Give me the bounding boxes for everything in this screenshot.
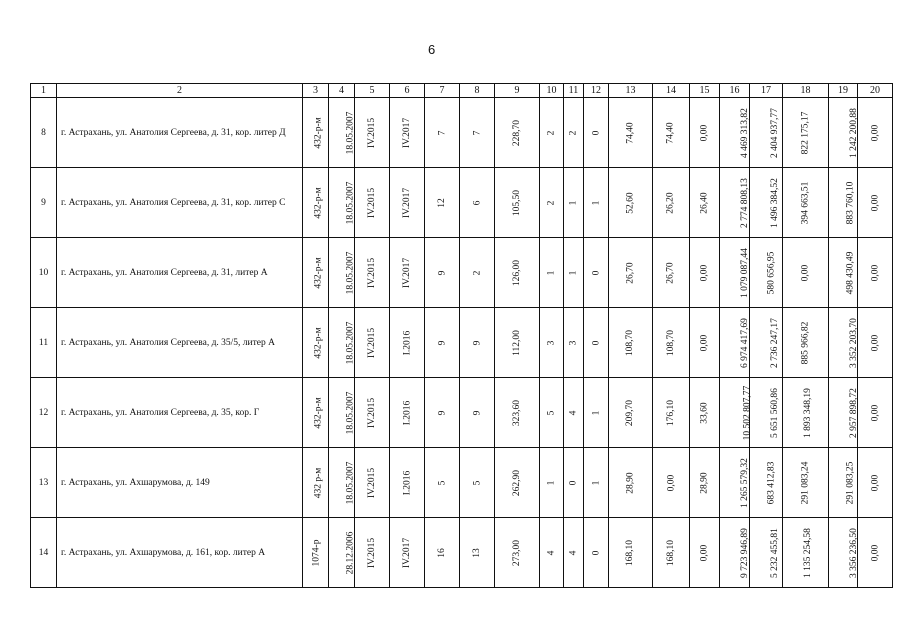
cell-value: 2 — [546, 130, 557, 135]
cell-value: 10 502 807,77 — [742, 385, 753, 440]
column-number-15: 15 — [690, 84, 720, 98]
cell-col-18 — [783, 378, 829, 448]
cell-col-17 — [750, 378, 783, 448]
cell-value: 33,60 — [699, 401, 710, 424]
cell-value: 1 496 384,52 — [769, 177, 780, 228]
cell-col-9 — [495, 448, 540, 518]
cell-value: 0 — [591, 340, 601, 345]
cell-col-8 — [460, 518, 495, 588]
cell-col-18 — [783, 238, 829, 308]
table-row — [31, 448, 893, 518]
cell-col-20 — [858, 308, 893, 378]
cell-col-1: 9 — [31, 168, 57, 238]
cell-value: 4 469 313,82 — [739, 107, 750, 158]
cell-col-18 — [783, 308, 829, 378]
cell-col-15 — [690, 168, 720, 238]
column-number-3: 3 — [303, 84, 329, 98]
cell-col-19 — [829, 518, 858, 588]
cell-value: 1 — [546, 480, 557, 485]
cell-value: 4 — [568, 410, 579, 415]
cell-col-4 — [329, 168, 355, 238]
cell-value: 26,40 — [699, 191, 710, 214]
cell-value: 1 — [568, 200, 579, 205]
cell-col-14 — [653, 308, 690, 378]
cell-col-20 — [858, 378, 893, 448]
cell-col-18 — [783, 98, 829, 168]
cell-value: 16 — [437, 547, 447, 558]
cell-value: 9 723 946,89 — [739, 527, 750, 578]
cell-col-7 — [425, 168, 460, 238]
cell-col-17 — [750, 238, 783, 308]
cell-col-6 — [390, 168, 425, 238]
cell-value: 2 — [568, 130, 579, 135]
cell-col-3 — [303, 238, 329, 308]
cell-value: 5 232 455,81 — [769, 527, 780, 578]
cell-value: 3 — [546, 340, 557, 345]
header-row — [31, 84, 893, 98]
cell-col-2: г. Астрахань, ул. Анатолия Сергеева, д. 31, литер А — [57, 238, 303, 308]
cell-col-5 — [355, 168, 390, 238]
cell-col-8 — [460, 168, 495, 238]
cell-col-5 — [355, 308, 390, 378]
column-number-4: 4 — [329, 84, 355, 98]
cell-col-4 — [329, 308, 355, 378]
cell-col-4 — [329, 448, 355, 518]
cell-col-3 — [303, 98, 329, 168]
cell-col-1: 11 — [31, 308, 57, 378]
page-number: 6 — [428, 42, 436, 57]
cell-col-20 — [858, 98, 893, 168]
cell-col-2: г. Астрахань, ул. Анатолия Сергеева, д. 35, кор. Г — [57, 378, 303, 448]
cell-col-9 — [495, 378, 540, 448]
cell-value: 0,00 — [699, 124, 710, 141]
cell-value: 18.05.2007 — [345, 251, 356, 294]
cell-value: 580 656,95 — [766, 251, 777, 294]
cell-value: 228,70 — [512, 119, 522, 146]
cell-col-20 — [858, 518, 893, 588]
cell-value: 7 — [472, 130, 482, 135]
column-number-9: 9 — [495, 84, 540, 98]
cell-value: 112,00 — [512, 329, 522, 356]
cell-col-15 — [690, 308, 720, 378]
cell-value: 5 — [472, 480, 482, 485]
cell-value: IV.2017 — [402, 537, 412, 568]
cell-value: 5 651 560,86 — [769, 387, 780, 438]
cell-value: 18.05.2007 — [345, 391, 356, 434]
cell-col-11 — [564, 168, 584, 238]
cell-col-5 — [355, 98, 390, 168]
cell-col-2: г. Астрахань, ул. Анатолия Сергеева, д. 31, кор. литер Д — [57, 98, 303, 168]
cell-col-19 — [829, 448, 858, 518]
cell-value: 1 — [546, 270, 557, 275]
cell-value: 74,40 — [666, 121, 676, 144]
cell-value: 0 — [591, 270, 601, 275]
column-number-5: 5 — [355, 84, 390, 98]
cell-col-3 — [303, 448, 329, 518]
column-number-12: 12 — [584, 84, 609, 98]
cell-value: 1 — [591, 410, 601, 415]
cell-value: 273,00 — [512, 539, 522, 566]
cell-value: I.2016 — [401, 470, 412, 495]
cell-value: 0,00 — [870, 264, 880, 281]
cell-col-10 — [540, 98, 564, 168]
cell-col-12 — [584, 98, 609, 168]
cell-col-16 — [720, 168, 750, 238]
cell-value: IV.2015 — [367, 117, 377, 148]
cell-col-2: г. Астрахань, ул. Ахшарумова, д. 161, кор. литер А — [57, 518, 303, 588]
cell-col-20 — [858, 238, 893, 308]
cell-value: 168,10 — [666, 539, 676, 566]
cell-value: 176,10 — [666, 399, 676, 426]
cell-col-20 — [858, 168, 893, 238]
cell-value: 1 135 254,58 — [802, 527, 813, 578]
column-number-13: 13 — [609, 84, 653, 98]
cell-value: 4 — [568, 550, 579, 555]
cell-value: 1 265 579,32 — [739, 457, 750, 508]
cell-value: 2 — [546, 200, 557, 205]
cell-value: 1 — [568, 270, 579, 275]
cell-col-19 — [829, 238, 858, 308]
cell-value: 2 774 808,13 — [739, 177, 750, 228]
cell-col-2: г. Астрахань, ул. Анатолия Сергеева, д. 31, кор. литер С — [57, 168, 303, 238]
cell-value: 28.12.2006 — [345, 531, 356, 574]
column-number-2: 2 — [57, 84, 303, 98]
cell-col-8 — [460, 448, 495, 518]
table-row — [31, 378, 893, 448]
column-number-16: 16 — [720, 84, 750, 98]
cell-value: 0,00 — [666, 474, 676, 491]
cell-value: 108,70 — [625, 329, 636, 356]
cell-value: 2 — [472, 270, 482, 275]
cell-col-6 — [390, 378, 425, 448]
cell-col-11 — [564, 98, 584, 168]
cell-col-9 — [495, 168, 540, 238]
cell-col-15 — [690, 448, 720, 518]
cell-col-6 — [390, 448, 425, 518]
column-number-7: 7 — [425, 84, 460, 98]
cell-col-3 — [303, 308, 329, 378]
cell-col-5 — [355, 238, 390, 308]
cell-col-14 — [653, 448, 690, 518]
cell-value: 6 — [472, 200, 482, 205]
cell-value: 9 — [437, 270, 447, 275]
cell-value: IV.2015 — [367, 397, 377, 428]
cell-value: 291 083,25 — [845, 461, 856, 504]
cell-value: 0,00 — [800, 264, 811, 281]
cell-col-14 — [653, 168, 690, 238]
cell-col-19 — [829, 308, 858, 378]
table-row — [31, 168, 893, 238]
column-number-17: 17 — [750, 84, 783, 98]
table-row — [31, 518, 893, 588]
cell-value: IV.2015 — [367, 327, 377, 358]
cell-col-9 — [495, 238, 540, 308]
cell-value: IV.2015 — [367, 257, 377, 288]
cell-value: 18.05.2007 — [345, 111, 356, 154]
cell-col-19 — [829, 378, 858, 448]
cell-col-16 — [720, 448, 750, 518]
cell-value: IV.2017 — [402, 117, 412, 148]
column-number-1: 1 — [31, 84, 57, 98]
cell-col-18 — [783, 448, 829, 518]
cell-col-11 — [564, 238, 584, 308]
cell-col-19 — [829, 98, 858, 168]
cell-value: 291 083,24 — [800, 461, 811, 504]
cell-col-12 — [584, 168, 609, 238]
cell-col-16 — [720, 98, 750, 168]
cell-col-6 — [390, 98, 425, 168]
cell-value: 108,70 — [666, 329, 676, 356]
cell-value: 28,90 — [625, 471, 636, 494]
cell-value: IV.2015 — [367, 467, 377, 498]
cell-col-9 — [495, 98, 540, 168]
cell-col-7 — [425, 518, 460, 588]
cell-value: 0,00 — [699, 334, 710, 351]
cell-value: 26,70 — [625, 261, 636, 284]
resettlement-table — [30, 83, 893, 588]
cell-col-1: 12 — [31, 378, 57, 448]
cell-col-7 — [425, 238, 460, 308]
cell-col-13 — [609, 518, 653, 588]
cell-col-17 — [750, 308, 783, 378]
column-number-18: 18 — [783, 84, 829, 98]
cell-col-15 — [690, 518, 720, 588]
cell-col-18 — [783, 518, 829, 588]
cell-col-13 — [609, 98, 653, 168]
cell-value: 12 — [437, 197, 447, 208]
cell-value: 0,00 — [870, 474, 880, 491]
cell-value: 432 р-м — [313, 467, 324, 498]
cell-value: 3 — [568, 340, 579, 345]
cell-value: 0,00 — [870, 544, 880, 561]
column-number-8: 8 — [460, 84, 495, 98]
cell-col-3 — [303, 518, 329, 588]
cell-value: 9 — [472, 410, 482, 415]
cell-value: 1 893 348,19 — [802, 387, 813, 438]
table-row — [31, 308, 893, 378]
cell-col-7 — [425, 98, 460, 168]
cell-col-10 — [540, 238, 564, 308]
cell-value: 432-р-м — [313, 326, 324, 359]
cell-col-10 — [540, 378, 564, 448]
cell-col-13 — [609, 238, 653, 308]
cell-col-12 — [584, 238, 609, 308]
column-number-6: 6 — [390, 84, 425, 98]
cell-col-8 — [460, 308, 495, 378]
cell-col-10 — [540, 448, 564, 518]
cell-value: 1 079 087,44 — [739, 247, 750, 298]
cell-col-11 — [564, 518, 584, 588]
cell-value: 126,00 — [512, 259, 522, 286]
cell-value: 683 412,83 — [766, 461, 777, 504]
cell-value: IV.2017 — [402, 257, 412, 288]
cell-value: 13 — [472, 547, 482, 558]
cell-value: 822 175,17 — [800, 111, 811, 154]
cell-col-2: г. Астрахань, ул. Анатолия Сергеева, д. 35/5, литер А — [57, 308, 303, 378]
cell-col-11 — [564, 308, 584, 378]
cell-value: 885 966,82 — [800, 321, 811, 364]
table-row — [31, 98, 893, 168]
cell-value: 7 — [437, 130, 447, 135]
cell-col-16 — [720, 238, 750, 308]
cell-value: 9 — [472, 340, 482, 345]
cell-col-17 — [750, 518, 783, 588]
cell-value: 18.05.2007 — [345, 181, 356, 224]
cell-value: 2 736 247,17 — [769, 317, 780, 368]
cell-value: IV.2015 — [367, 537, 377, 568]
cell-value: 432-р-м — [313, 256, 324, 289]
cell-value: 432-р-м — [313, 116, 324, 149]
cell-col-14 — [653, 98, 690, 168]
column-number-11: 11 — [564, 84, 584, 98]
cell-value: I.2016 — [401, 400, 412, 425]
cell-col-16 — [720, 378, 753, 448]
cell-col-16 — [720, 308, 750, 378]
cell-col-19 — [829, 168, 858, 238]
cell-col-6 — [390, 308, 425, 378]
cell-value: 2 957 898,72 — [848, 387, 859, 438]
cell-col-14 — [653, 238, 690, 308]
cell-col-7 — [425, 308, 460, 378]
cell-col-10 — [540, 518, 564, 588]
cell-col-6 — [390, 518, 425, 588]
table-row — [31, 238, 893, 308]
cell-value: 323,60 — [512, 399, 522, 426]
cell-value: 0 — [568, 480, 579, 485]
cell-value: IV.2017 — [402, 187, 412, 218]
cell-col-12 — [584, 518, 609, 588]
cell-col-12 — [584, 308, 609, 378]
cell-value: 0,00 — [699, 264, 710, 281]
column-number-14: 14 — [653, 84, 690, 98]
cell-col-13 — [609, 308, 653, 378]
cell-col-18 — [783, 168, 829, 238]
cell-col-8 — [460, 378, 495, 448]
cell-col-14 — [653, 518, 690, 588]
cell-value: 883 760,10 — [845, 181, 856, 224]
cell-value: 6 974 417,69 — [739, 317, 750, 368]
cell-col-13 — [609, 378, 653, 448]
cell-col-13 — [609, 168, 653, 238]
cell-value: 498 430,49 — [845, 251, 856, 294]
cell-col-20 — [858, 448, 893, 518]
cell-col-12 — [584, 378, 609, 448]
cell-col-15 — [690, 238, 720, 308]
cell-value: 74,40 — [625, 121, 636, 144]
cell-value: 4 — [546, 550, 557, 555]
cell-value: 26,70 — [666, 261, 676, 284]
cell-col-4 — [329, 98, 355, 168]
cell-value: 18.05.2007 — [345, 321, 356, 364]
cell-value: 9 — [437, 410, 447, 415]
cell-col-11 — [564, 378, 584, 448]
cell-value: 432-р-м — [313, 186, 324, 219]
cell-col-4 — [329, 238, 355, 308]
cell-col-9 — [495, 308, 540, 378]
cell-col-17 — [750, 448, 783, 518]
cell-col-5 — [355, 518, 390, 588]
cell-value: 209,70 — [625, 399, 636, 426]
cell-value: 262,90 — [512, 469, 522, 496]
cell-value: 394 663,51 — [800, 181, 811, 224]
cell-col-7 — [425, 448, 460, 518]
cell-col-6 — [390, 238, 425, 308]
cell-value: 26,20 — [666, 191, 676, 214]
cell-col-5 — [355, 378, 390, 448]
cell-col-15 — [690, 98, 720, 168]
cell-col-10 — [540, 308, 564, 378]
column-number-10: 10 — [540, 84, 564, 98]
cell-value: I.2016 — [401, 330, 412, 355]
cell-value: 3 356 236,50 — [848, 527, 859, 578]
cell-col-2: г. Астрахань, ул. Ахшарумова, д. 149 — [57, 448, 303, 518]
cell-value: 105,50 — [512, 189, 522, 216]
cell-col-1: 8 — [31, 98, 57, 168]
cell-value: 52,60 — [625, 191, 636, 214]
cell-col-17 — [750, 98, 783, 168]
cell-value: IV.2015 — [367, 187, 377, 218]
cell-value: 3 352 203,70 — [848, 317, 859, 368]
cell-col-8 — [460, 98, 495, 168]
cell-col-14 — [653, 378, 690, 448]
cell-value: 1 — [591, 480, 601, 485]
cell-col-13 — [609, 448, 653, 518]
cell-col-16 — [720, 518, 750, 588]
cell-value: 9 — [437, 340, 447, 345]
cell-col-12 — [584, 448, 609, 518]
cell-col-3 — [303, 168, 329, 238]
cell-value: 5 — [437, 480, 447, 485]
cell-value: 1 242 200,88 — [848, 107, 859, 158]
cell-col-15 — [690, 378, 720, 448]
cell-col-1: 14 — [31, 518, 57, 588]
cell-value: 0 — [591, 130, 601, 135]
cell-value: 168,10 — [625, 539, 636, 566]
cell-value: 0,00 — [870, 334, 880, 351]
cell-col-17 — [750, 168, 783, 238]
cell-value: 0,00 — [870, 124, 880, 141]
cell-value: 0,00 — [699, 544, 710, 561]
cell-col-11 — [564, 448, 584, 518]
cell-col-10 — [540, 168, 564, 238]
cell-value: 1074-р — [311, 539, 322, 566]
column-number-19: 19 — [829, 84, 858, 98]
cell-col-3 — [303, 378, 329, 448]
cell-col-8 — [460, 238, 495, 308]
cell-col-9 — [495, 518, 540, 588]
cell-col-1: 13 — [31, 448, 57, 518]
column-number-20: 20 — [858, 84, 893, 98]
cell-col-4 — [329, 518, 355, 588]
cell-col-7 — [425, 378, 460, 448]
cell-col-4 — [329, 378, 355, 448]
cell-col-5 — [355, 448, 390, 518]
cell-value: 432-р-м — [313, 396, 324, 429]
cell-col-1: 10 — [31, 238, 57, 308]
cell-value: 0,00 — [870, 194, 880, 211]
cell-value: 5 — [546, 410, 557, 415]
cell-value: 18.05.2007 — [345, 461, 356, 504]
cell-value: 28,90 — [699, 471, 710, 494]
cell-value: 0 — [591, 550, 601, 555]
cell-value: 0,00 — [870, 404, 880, 421]
cell-value: 1 — [591, 200, 601, 205]
cell-value: 2 404 937,77 — [769, 107, 780, 158]
